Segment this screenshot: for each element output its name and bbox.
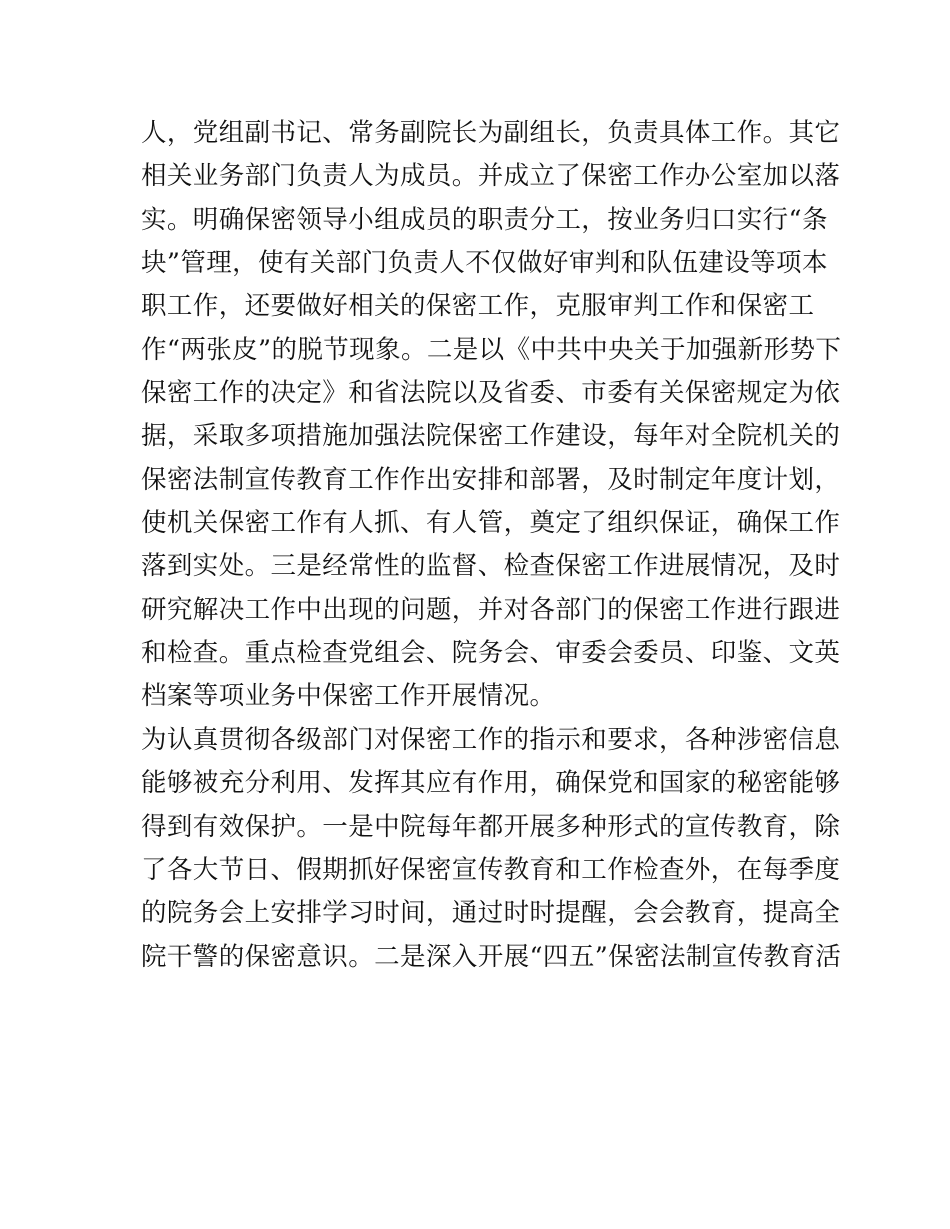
text-line: 人，党组副书记、常务副院长为副组长，负责具体工作。其它	[141, 118, 841, 148]
text-line: 落到实处。三是经常性的监督、检查保密工作进展情况，及时	[141, 551, 841, 582]
text-line: 保密法制宣传教育工作作出安排和部署，及时制定年度计划，	[141, 464, 841, 495]
text-line: 了各大节日、假期抓好保密宣传教育和工作检查外，在每季度	[141, 854, 841, 885]
text-line: 实。明确保密领导小组成员的职责分工，按业务归口实行“条	[141, 204, 828, 235]
text-line: 和检查。重点检查党组会、院务会、审委会委员、印鉴、文英	[141, 638, 841, 669]
text-line: 得到有效保护。一是中院每年都开展多种形式的宣传教育，除	[141, 811, 841, 842]
text-line: 为认真贯彻各级部门对保密工作的指示和要求，各种涉密信息	[141, 724, 841, 755]
text-line: 使机关保密工作有人抓、有人管，奠定了组织保证，确保工作	[141, 508, 841, 539]
text-line: 作“两张皮”的脱节现象。二是以《中共中央关于加强新形势下	[141, 334, 842, 365]
text-line: 职工作，还要做好相关的保密工作，克服审判工作和保密工	[141, 291, 815, 322]
text-line: 档案等项业务中保密工作开展情况。	[141, 681, 556, 712]
text-line: 院干警的保密意识。二是深入开展“四五”保密法制宣传教育活	[141, 941, 842, 972]
text-line: 的院务会上安排学习时间，通过时时提醒，会会教育，提高全	[141, 898, 841, 929]
body-text	[141, 112, 842, 979]
text-line: 能够被充分利用、发挥其应有作用，确保党和国家的秘密能够	[141, 768, 841, 799]
text-line: 块”管理，使有关部门负责人不仅做好审判和队伍建设等项本	[141, 248, 828, 279]
text-line: 相关业务部门负责人为成员。并成立了保密工作办公室加以落	[141, 161, 841, 192]
text-line: 保密工作的决定》和省法院以及省委、市委有关保密规定为依	[141, 378, 841, 409]
text-line: 研究解决工作中出现的问题，并对各部门的保密工作进行跟进	[141, 594, 841, 625]
text-line: 据，采取多项措施加强法院保密工作建设，每年对全院机关的	[141, 421, 841, 452]
